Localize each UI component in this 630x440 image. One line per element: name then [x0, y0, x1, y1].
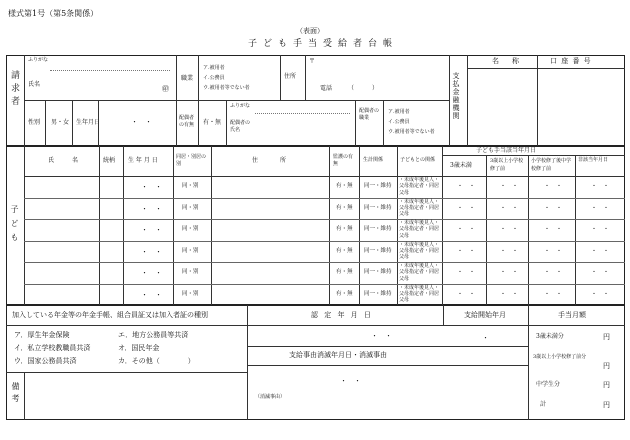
payment-start-header: 支給開始年月 [464, 311, 506, 319]
payment-start-dots: ・ [482, 334, 489, 342]
child-date-age3: ・ ・ [500, 204, 519, 212]
child-livelihood: 同一・維持 [364, 226, 392, 232]
child-birth: ・ ・ [141, 247, 162, 256]
child-cohabit: 同・別 [182, 226, 199, 232]
child-birth: ・ ・ [141, 226, 162, 234]
spouse-job-option-2: イ.公務員 [388, 119, 410, 125]
child-relationship: ・未成年後見人・父母指定者・同居父母 [399, 241, 440, 260]
pension-option-e: エ．地方公務員等共済 [118, 331, 189, 339]
spouse-job-label: 配偶者の職業 [359, 108, 380, 121]
amount-junior-unit: 円 [603, 381, 610, 389]
child-date-notice: ・ ・ [591, 204, 610, 212]
payment-amount-header: 手当月額 [558, 311, 586, 319]
name-label: 氏名 [28, 81, 41, 88]
child-date-notice: ・ ・ [591, 226, 610, 233]
col-relation-header: 続柄 [103, 157, 116, 164]
col-address-header: 住 所 [252, 157, 295, 164]
amount-age3-label: 3歳以上小学校修了前分 [533, 354, 587, 360]
child-cohabit: 同・別 [182, 247, 199, 254]
col-livelihood-header: 生計関係 [363, 157, 384, 163]
child-livelihood: 同一・維持 [364, 269, 392, 275]
child-disability: 有・無 [336, 226, 353, 232]
child-birth: ・ ・ [141, 269, 162, 277]
col-name-header: 氏 名 [48, 157, 85, 164]
spouse-job-option-1: ア.被用者 [388, 109, 410, 115]
stop-date-dots: ・ ・ [340, 377, 361, 385]
job-option-1: ア.被用者 [203, 65, 225, 71]
spouse-furigana-label: ふりがな [230, 103, 251, 109]
child-date-junior: ・ ・ [544, 269, 563, 276]
child-date-age3: ・ ・ [500, 226, 519, 233]
bank-section-label: 支払金融機関 [452, 72, 460, 120]
job-option-3: ウ.被用者等でない者 [203, 85, 250, 91]
remarks-label: 備考 [11, 382, 20, 406]
col-age3-header: 3歳以上小学校修了前 [490, 158, 524, 172]
pension-option-ka: カ．その他（ ） [118, 357, 195, 365]
pension-header: 加入している年金等の年金手帳、組合員証又は加入者証の種別 [12, 311, 208, 319]
amount-under3-unit: 円 [603, 333, 610, 341]
child-date-junior: ・ ・ [544, 247, 563, 255]
amount-age3-unit: 円 [603, 362, 610, 370]
child-date-age3: ・ ・ [500, 247, 519, 255]
pension-option-u: ウ．国家公務員共済 [14, 357, 77, 365]
birth-dots: ・ ・ [131, 118, 152, 126]
approval-date-dots: ・ ・ [371, 332, 392, 340]
children-section-label: 子ども [10, 205, 19, 247]
format-label: 様式第1号（第5条関係） [8, 9, 99, 18]
child-livelihood: 同一・維持 [364, 290, 392, 297]
side-label: （表面） [296, 27, 324, 35]
spouse-job-option-3: ウ.被用者等でない者 [388, 129, 435, 135]
child-disability: 有・無 [336, 290, 353, 297]
job-label: 職業 [181, 75, 194, 82]
child-date-age3: ・ ・ [500, 269, 519, 276]
seal-mark: ㊞ [162, 85, 169, 93]
spouse-name-label: 配偶者の氏名 [230, 120, 251, 133]
stop-reason-label: （消滅事由） [255, 394, 286, 400]
child-date-under3: ・ ・ [457, 247, 476, 255]
child-date-notice: ・ ・ [591, 269, 610, 276]
phone-label: 電話 [320, 85, 333, 92]
approval-header: 認 定 年 月 日 [311, 311, 373, 319]
col-junior-high-header: 小学校修了後中学校修了前 [531, 158, 572, 172]
job-option-2: イ.公務員 [203, 75, 225, 81]
bank-name-header: 名 称 [492, 57, 522, 65]
child-cohabit: 同・別 [182, 183, 199, 189]
amount-total-unit: 円 [603, 401, 610, 409]
child-birth: ・ ・ [141, 204, 162, 213]
child-date-notice: ・ ・ [591, 247, 610, 255]
child-livelihood: 同一・維持 [364, 183, 392, 189]
child-date-under3: ・ ・ [457, 226, 476, 233]
child-disability: 有・無 [336, 269, 353, 275]
amount-under3-label: 3歳未満分 [536, 333, 564, 340]
child-livelihood: 同一・維持 [364, 247, 392, 254]
child-date-junior: ・ ・ [544, 204, 563, 212]
child-date-junior: ・ ・ [544, 290, 563, 298]
pension-option-i: イ．私立学校教職員共済 [14, 344, 91, 352]
col-under3-header: 3歳未満 [450, 162, 472, 169]
child-relationship: ・未成年後見人・父母指定者・同居父母 [399, 220, 440, 239]
child-disability: 有・無 [336, 204, 353, 211]
amount-junior-label: 中学生分 [536, 381, 561, 388]
col-disability-header: 監護の有 無 [333, 154, 359, 167]
address-label: 住所 [284, 73, 297, 80]
col-relationship-header: 子どもとの関係 [400, 157, 436, 163]
phone-parens: （ ） [348, 85, 379, 92]
child-date-age3: ・ ・ [500, 183, 519, 190]
amount-total-label: 計 [540, 401, 547, 408]
child-cohabit: 同・別 [182, 269, 199, 275]
sex-options: 男・女 [51, 119, 70, 126]
spouse-flag-label: 配偶者の有無 [179, 115, 195, 128]
child-date-under3: ・ ・ [457, 204, 476, 212]
child-disability: 有・無 [336, 247, 353, 254]
child-date-junior: ・ ・ [544, 226, 563, 233]
child-date-notice: ・ ・ [591, 290, 610, 298]
birth-label: 生年月日 [76, 119, 101, 126]
child-relationship: ・未成年後見人・父母指定者・同居父母 [399, 284, 440, 303]
bank-account-header: 口 座 番 号 [550, 57, 592, 65]
stop-header: 支給事由消滅年月日・消滅事由 [289, 351, 387, 359]
sex-label: 性別 [28, 119, 41, 126]
child-date-under3: ・ ・ [457, 269, 476, 276]
furigana-label: ふりがな [28, 57, 49, 63]
child-date-notice: ・ ・ [591, 183, 610, 190]
postal-mark: 〒 [309, 58, 316, 65]
claimant-section-label: 請求者 [9, 70, 19, 109]
child-relationship: ・未成年後見人・父母指定者・同居父母 [399, 263, 440, 282]
child-cohabit: 同・別 [182, 290, 199, 297]
page-title: 子ども手当受給者台帳 [248, 39, 399, 49]
col-cohabit-header: 同居・別居の別 [176, 154, 207, 167]
child-birth: ・ ・ [141, 183, 162, 191]
child-livelihood: 同一・維持 [364, 204, 392, 211]
child-date-under3: ・ ・ [457, 290, 476, 298]
child-date-under3: ・ ・ [457, 183, 476, 190]
child-date-age3: ・ ・ [500, 290, 519, 298]
child-relationship: ・未成年後見人・父母指定者・同居父母 [399, 198, 440, 217]
pension-option-a: ア．厚生年金保険 [14, 331, 70, 339]
child-disability: 有・無 [336, 183, 353, 189]
child-relationship: ・未成年後見人・父母指定者・同居父母 [399, 177, 440, 196]
col-count-group-header: 子ども手当該当年月日 [476, 147, 537, 154]
spouse-flag-options: 有・無 [203, 119, 222, 126]
child-date-junior: ・ ・ [544, 183, 563, 190]
col-notice-header: 非該当年月日 [578, 157, 609, 163]
bottom-section [6, 305, 625, 420]
child-birth: ・ ・ [141, 290, 162, 299]
pension-option-o: オ．国民年金 [118, 344, 160, 352]
col-birth-header: 生 年 月 日 [128, 157, 158, 164]
child-cohabit: 同・別 [182, 204, 199, 211]
